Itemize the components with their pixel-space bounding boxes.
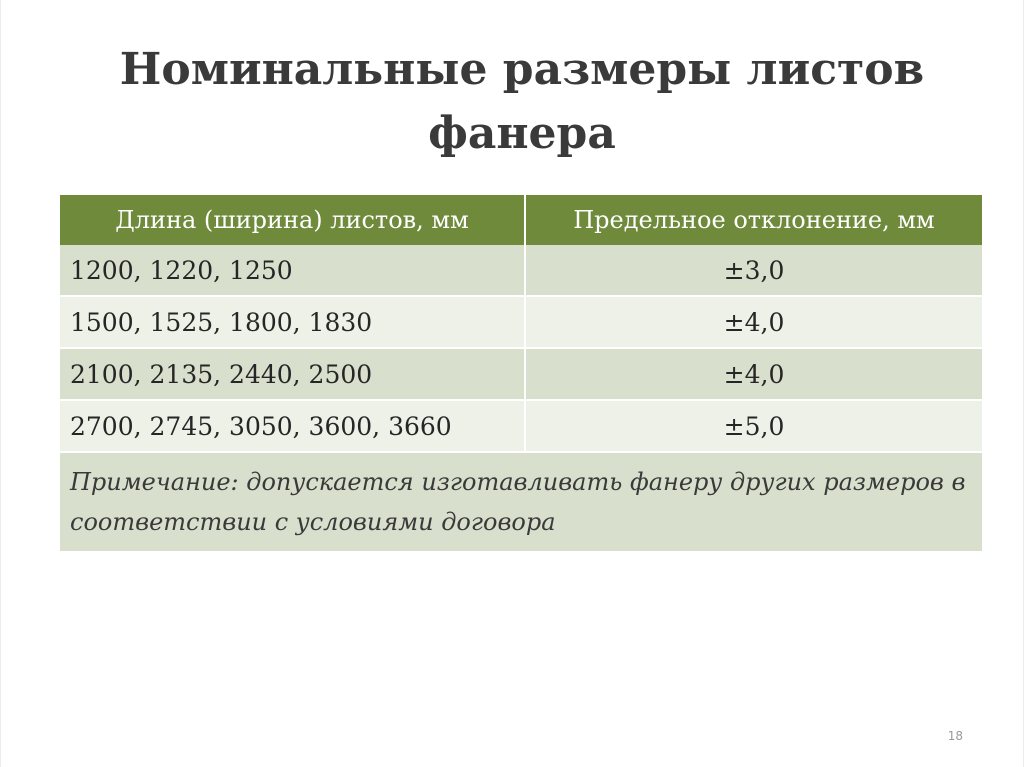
- cell-lengths: 2700, 2745, 3050, 3600, 3660: [60, 400, 525, 452]
- sizes-table: [60, 195, 982, 553]
- table-row: [60, 296, 982, 348]
- cell-tolerance: ±4,0: [525, 296, 982, 348]
- cell-tolerance: ±4,0: [525, 348, 982, 400]
- page-number: 18: [947, 729, 963, 743]
- cell-lengths: 1500, 1525, 1800, 1830: [60, 296, 525, 348]
- cell-tolerance: ±3,0: [525, 245, 982, 296]
- cell-lengths: 2100, 2135, 2440, 2500: [60, 348, 525, 400]
- table-note: Примечание: допускается изготавливать фанеру других размеров в соответствии с условиями договора: [60, 452, 982, 552]
- cell-tolerance: ±5,0: [525, 400, 982, 452]
- slide-title: [61, 38, 983, 166]
- cell-lengths: 1200, 1220, 1250: [60, 245, 525, 296]
- table-row: [60, 245, 982, 296]
- header-tolerance: Предельное отклонение, мм: [525, 195, 982, 245]
- table-note-row: [60, 452, 982, 552]
- slide-title-line-2: фанера: [428, 108, 616, 159]
- table-header-row: [60, 195, 982, 245]
- header-lengths: Длина (ширина) листов, мм: [60, 195, 525, 245]
- table-row: [60, 400, 982, 452]
- slide-title-line-1: Номинальные размеры листов: [119, 44, 925, 95]
- table-row: [60, 348, 982, 400]
